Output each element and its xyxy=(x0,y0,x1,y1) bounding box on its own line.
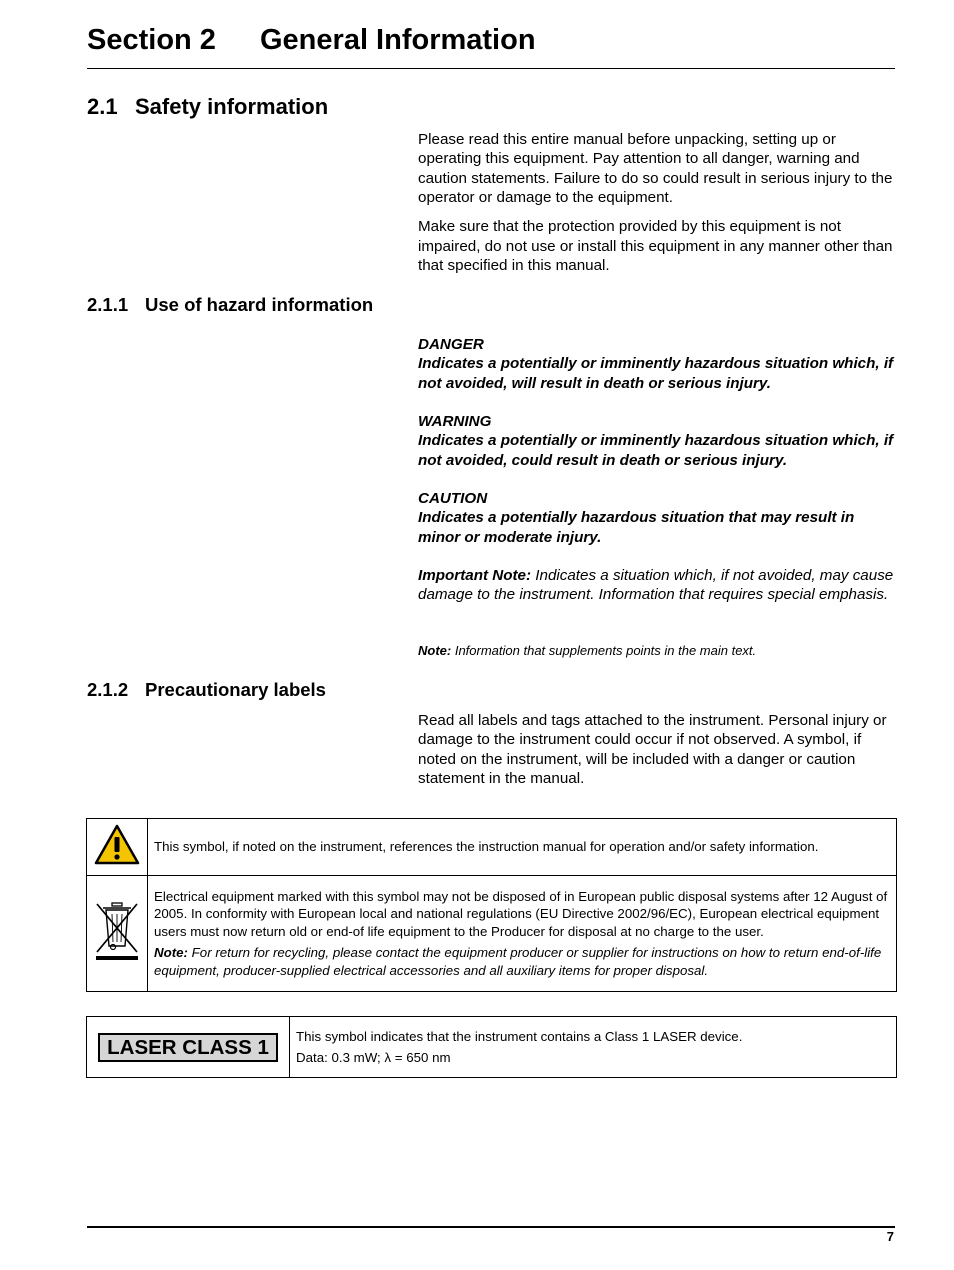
danger-text: Indicates a potentially or imminently hazardous situation which, if not avoided, will result in death or serious injury. xyxy=(418,355,894,392)
warning-symbol-text: This symbol, if noted on the instrument, references the instruction manual for operation and/or safety information. xyxy=(154,839,819,855)
caution-block xyxy=(418,489,896,547)
section-title: General Information xyxy=(260,24,536,56)
note xyxy=(418,642,896,659)
symbols-table xyxy=(86,818,897,992)
safety-intro xyxy=(418,130,896,285)
heading-2-1-2 xyxy=(87,679,326,701)
table-row xyxy=(87,819,897,876)
warning-symbol-description xyxy=(148,819,897,876)
danger-label: DANGER xyxy=(418,336,484,353)
warning-block xyxy=(418,412,896,470)
weee-symbol-description xyxy=(148,876,897,992)
heading-2-1-1 xyxy=(87,294,373,316)
danger-block xyxy=(418,335,896,393)
important-note-label: Important Note: xyxy=(418,567,532,584)
section-number: Section 2 xyxy=(87,24,216,56)
table-row xyxy=(87,876,897,992)
weee-note-label: Note: xyxy=(154,944,188,960)
important-note-text: Indicates a situation which, if not avoided, may cause damage to the instrument. Information that requires special emphasis. xyxy=(418,567,894,604)
laser-line-2: Data: 0.3 mW; λ = 650 nm xyxy=(296,1049,451,1065)
weee-note-text: For return for recycling, please contact the equipment producer or supplier for instructions on how to return end-of-life equipment, producer-supplied electrical accessories and all auxiliary items for proper disposal. xyxy=(154,944,882,978)
heading-2-1 xyxy=(87,94,328,120)
laser-description xyxy=(290,1017,897,1078)
heading-2-1-1-number: 2.1.1 xyxy=(87,294,129,315)
note-label: Note: xyxy=(418,643,452,658)
weee-icon-cell xyxy=(87,876,148,992)
page-number: 7 xyxy=(886,1229,894,1244)
important-note xyxy=(418,566,896,605)
heading-2-1-1-title: Use of hazard information xyxy=(145,294,374,315)
laser-table xyxy=(86,1016,897,1078)
heading-2-1-title: Safety information xyxy=(135,94,329,119)
precaution-text: Read all labels and tags attached to the instrument. Personal injury or damage to the instrument could occur if not observed. A symbol, if noted on the instrument, will be included with a danger or caution statement in the manual. xyxy=(418,712,887,788)
safety-paragraph-1: Please read this entire manual before unpacking, setting up or operating this equipment. Pay attention to all danger, warning and caution statements. Failure to do so could result in serious injury to the operator or damage to the equipment. xyxy=(418,131,893,207)
weee-text: Electrical equipment marked with this symbol may not be disposed of in European public disposal systems after 12 August of 2005. In conformity with European local and national regulations (EU Directive 2002/96/EC), European electrical equipment users must now return old or end-of life equipment to the Producer for disposal at no charge to the user. xyxy=(154,888,888,940)
weee-note xyxy=(154,944,890,980)
table-row xyxy=(87,1017,897,1078)
warning-label: WARNING xyxy=(418,413,492,430)
laser-line-1: This symbol indicates that the instrument contains a Class 1 LASER device. xyxy=(296,1028,743,1044)
crossed-out-bin-icon xyxy=(93,900,141,962)
laser-label-cell xyxy=(87,1017,290,1078)
warning-text: Indicates a potentially or imminently hazardous situation which, if not avoided, could result in death or serious injury. xyxy=(418,432,894,469)
heading-2-1-2-title: Precautionary labels xyxy=(145,679,326,700)
header-rule xyxy=(87,68,895,69)
caution-label: CAUTION xyxy=(418,490,488,507)
section-heading xyxy=(87,24,536,57)
footer-rule xyxy=(87,1226,895,1228)
precaution-paragraph xyxy=(418,711,896,798)
heading-2-1-2-number: 2.1.2 xyxy=(87,679,129,700)
laser-class-label: LASER CLASS 1 xyxy=(98,1033,278,1062)
safety-paragraph-2: Make sure that the protection provided by this equipment is not impaired, do not use or install this equipment in any manner other than that specified in this manual. xyxy=(418,218,893,274)
caution-text: Indicates a potentially hazardous situation that may result in minor or moderate injury. xyxy=(418,509,855,546)
note-text: Information that supplements points in the main text. xyxy=(451,643,757,658)
warning-triangle-icon xyxy=(94,824,140,866)
heading-2-1-number: 2.1 xyxy=(87,94,118,119)
warning-icon-cell xyxy=(87,819,148,876)
